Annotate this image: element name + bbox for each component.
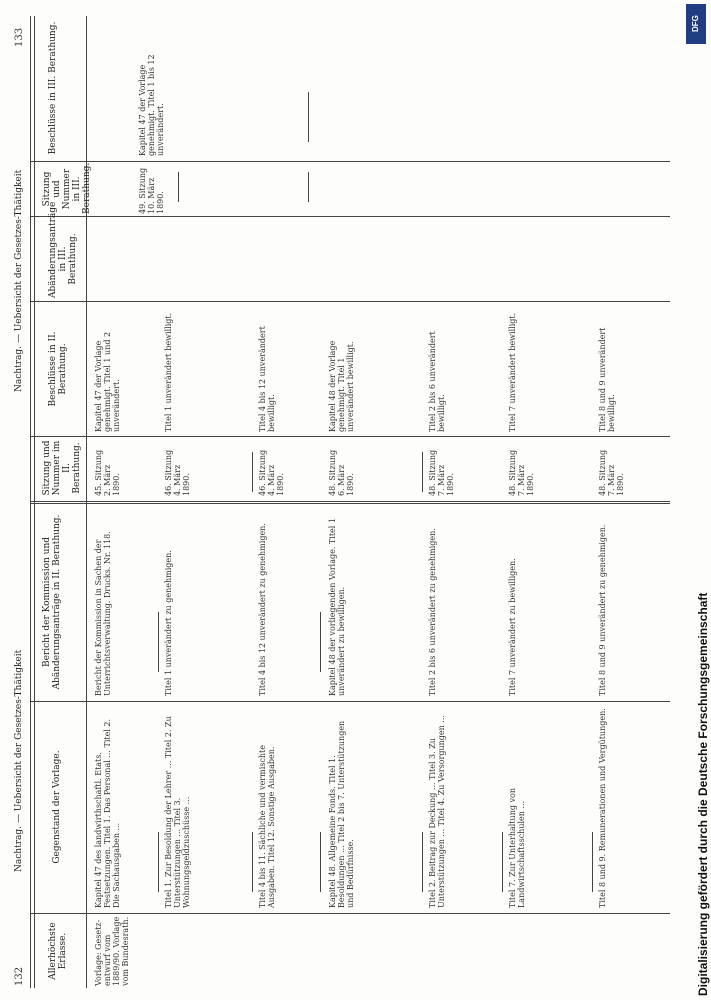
row3-session: 46. Sitzung 4. März 1890. bbox=[258, 449, 285, 496]
dfg-attribution: Digitalisierung gefördert durch die Deutsche Forschungsgemeinschaft bbox=[696, 592, 710, 996]
header-date: Allerhöchste Erlasse. bbox=[48, 922, 68, 980]
row3-resolution: Titel 4 bis 12 unverändert bewilligt. bbox=[258, 326, 276, 432]
row7-session: 48. Sitzung 7. März 1890. bbox=[598, 449, 625, 496]
row2-session: 46. Sitzung 4. März 1890. bbox=[164, 449, 191, 496]
row2-subject: Titel 1. Zur Besoldung der Lehrer ... Titel 2. Zu Unterstützungen ... Titel 3. Wohnungsgeldzuschüsse ... bbox=[164, 716, 191, 908]
row4-resolution: Kapitel 48 der Vorlage genehmigt. Titel 1 unverändert bewilligt. bbox=[328, 340, 355, 432]
row1-resolution: Kapitel 47 der Vorlage genehmigt. Titel 1 und 2 unverändert. bbox=[94, 331, 121, 432]
rotated-table-spread bbox=[8, 12, 678, 992]
header-amendments-iii: Abänderungsanträge in III. Berathung. bbox=[48, 201, 78, 298]
row6-subject: Titel 7. Zur Unterhaltung von Landwirtschaftsschulen ... bbox=[508, 787, 526, 908]
left-running-head: Nachtrag. — Uebersicht der Gesetzes-Thätigkeit bbox=[14, 649, 24, 872]
row7-subject: Titel 8 und 9. Remunerationen und Vergütungen. bbox=[598, 708, 607, 908]
header-final-iii: Beschlüsse in III. Berathung. bbox=[48, 21, 58, 155]
row4-subject: Kapitel 48. Allgemeine Fonds. Titel 1. Besoldungen ... Titel 2 bis 7. Unterstützungen und Bedürfnisse. bbox=[328, 720, 355, 908]
row6-session: 48. Sitzung 7. März 1890. bbox=[508, 449, 535, 496]
row1-session-iii: 49. Sitzung 10. März 1890. bbox=[138, 167, 165, 214]
row7-resolution: Titel 8 und 9 unverändert bewilligt. bbox=[598, 327, 616, 432]
row1-final: Kapitel 47 der Vorlage genehmigt. Titel 1 bis 12 unverändert. bbox=[138, 54, 165, 156]
row5-resolution: Titel 2 bis 6 unverändert bewilligt. bbox=[428, 331, 446, 432]
right-running-head: Nachtrag. — Uebersicht der Gesetzes-Thätigkeit bbox=[14, 169, 24, 392]
row6-resolution: Titel 7 unverändert bewilligt. bbox=[508, 312, 517, 432]
row1-date: Vorlage: Gesetzentwurf vom 1889/90. Vorlage vom Bundesrath. bbox=[94, 916, 130, 986]
row6-committee: Titel 7 unverändert zu bewilligen. bbox=[508, 558, 517, 696]
header-committee: Bericht der Kommission und Abänderungsanträge in II. Berathung. bbox=[42, 514, 62, 690]
row2-resolution: Titel 1 unverändert bewilligt. bbox=[164, 312, 173, 432]
row5-committee: Titel 2 bis 6 unverändert zu genehmigen. bbox=[428, 528, 437, 696]
header-session-ii: Sitzung und Nummer im II. Berathung. bbox=[42, 440, 82, 496]
row4-session: 48. Sitzung 6. März 1890. bbox=[328, 449, 355, 496]
left-page-number: 132 bbox=[14, 966, 25, 986]
row2-committee: Titel 1 unverändert zu genehmigen. bbox=[164, 550, 173, 696]
dfg-logo-badge: DFG bbox=[686, 4, 706, 44]
row5-subject: Titel 2. Beitrag zur Deckung ... Titel 3. Zu Unterstützungen ... Titel 4. Zu Versorgungen ... bbox=[428, 715, 446, 908]
header-resolutions-ii: Beschlüsse in II. Berathung. bbox=[48, 331, 68, 407]
row4-committee: Kapitel 48 der vorliegenden Vorlage. Titel 1 unverändert zu bewilligen. bbox=[328, 518, 346, 696]
row3-subject: Titel 4 bis 11. Sächliche und vermischte Ausgaben. Titel 12. Sonstige Ausgaben. bbox=[258, 745, 276, 908]
row3-committee: Titel 4 bis 12 unverändert zu genehmigen. bbox=[258, 523, 267, 696]
row5-session: 48. Sitzung 7. März 1890. bbox=[428, 449, 455, 496]
header-subject: Gegenstand der Vorlage. bbox=[52, 750, 62, 864]
row7-committee: Titel 8 und 9 unverändert zu genehmigen. bbox=[598, 524, 607, 696]
row1-committee: Bericht der Kommission in Sachen der Unterrichtsverwaltung. Drucks. Nr. 118. bbox=[94, 531, 112, 696]
row1-session: 45. Sitzung 2. März 1890. bbox=[94, 449, 121, 496]
row1-subject: Kapitel 47 des landwirthschaftl. Etats. Festsetzungen. Titel 1. Das Personal ... Titel 2. Die Sachausgaben ... bbox=[94, 718, 121, 908]
right-page-number: 133 bbox=[14, 27, 25, 47]
header-session-iii: Sitzung und Nummer in III. Berathung. bbox=[42, 162, 92, 214]
